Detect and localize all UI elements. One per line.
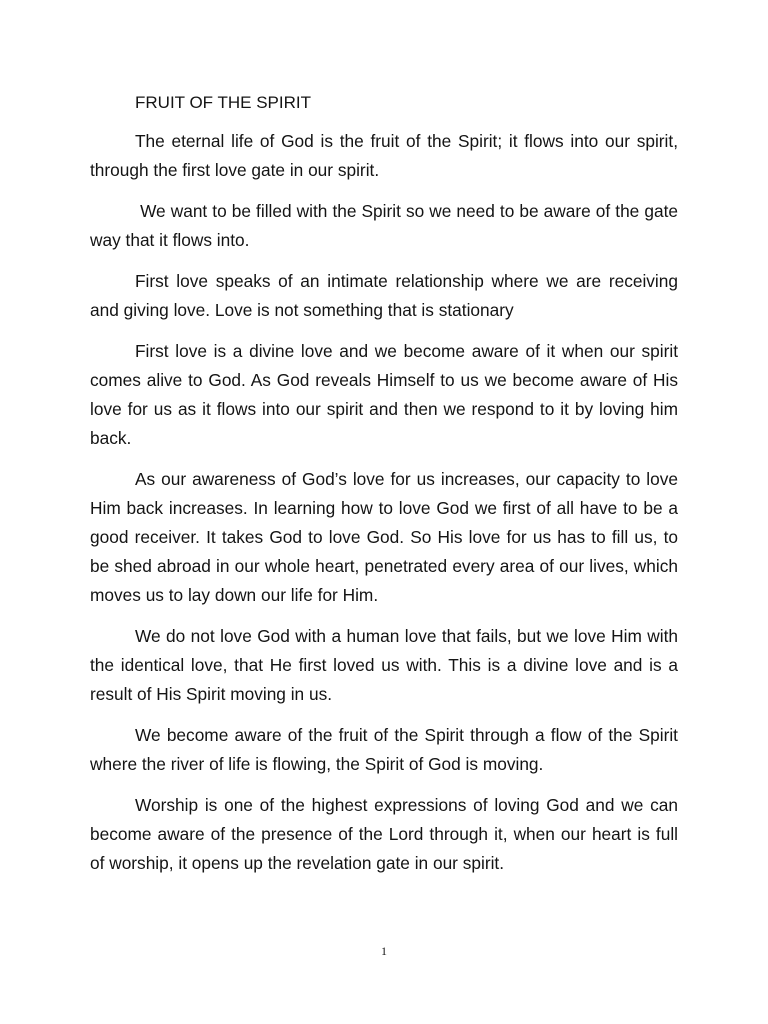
paragraph-2: We want to be filled with the Spirit so we need to be aware of the gate way that it flows into.: [90, 201, 683, 250]
page-title: FRUIT OF THE SPIRIT: [135, 93, 311, 112]
page-number: 1: [381, 944, 387, 958]
paragraph-5: As our awareness of God’s love for us increases, our capacity to love Him back increases. In learning how to love God we first of all have to be a good receiver. It takes God to love God. So His love for us has to fill us, to be shed abroad in our whole heart, penetrated every area of our lives, which moves us to lay down our life for Him.: [90, 469, 683, 605]
paragraph-8: Worship is one of the highest expressions of loving God and we can become aware of the presence of the Lord through it, when our heart is full of worship, it opens up the revelation gate in our spirit.: [90, 795, 683, 873]
paragraph-1: The eternal life of God is the fruit of the Spirit; it flows into our spirit, through the first love gate in our spirit.: [90, 131, 683, 180]
paragraph-3: First love speaks of an intimate relationship where we are receiving and giving love. Love is not something that is stationary: [90, 271, 683, 320]
page-content: [90, 93, 683, 890]
paragraph-7: We become aware of the fruit of the Spirit through a flow of the Spirit where the river of life is flowing, the Spirit of God is moving.: [90, 725, 683, 774]
paragraph-6: We do not love God with a human love that fails, but we love Him with the identical love, that He first loved us with. This is a divine love and is a result of His Spirit moving in us.: [90, 626, 683, 704]
paragraph-4: First love is a divine love and we become aware of it when our spirit comes alive to God. As God reveals Himself to us we become aware of His love for us as it flows into our spirit and then we respond to it by loving him back.: [90, 341, 683, 448]
